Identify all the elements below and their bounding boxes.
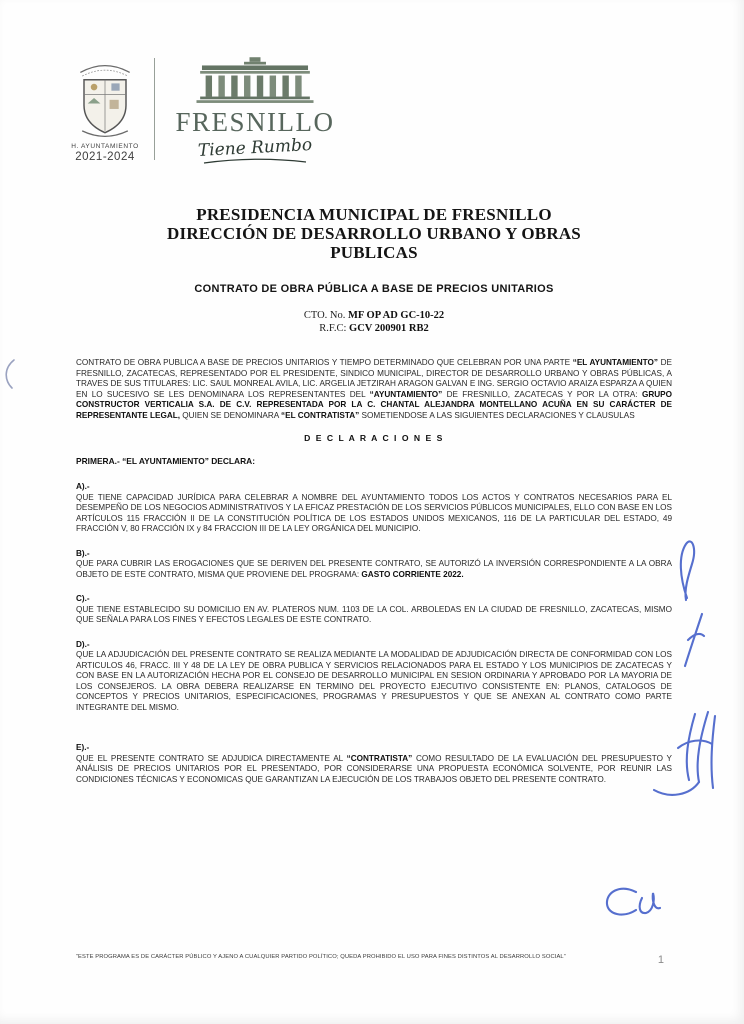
margin-bracket-icon (6, 360, 14, 388)
rfc-label: R.F.C: (319, 323, 350, 334)
section-paragraph-b: QUE PARA CUBRIR LAS EROGACIONES QUE SE DERIVEN DEL PRESENTE CONTRATO, SE AUTORIZÓ LA INVERSIÓN CORRESPONDIENTE A LA OBRA OBJETO DE ESTE CONTRATO, MISMA QUE PROVIENE DEL PROGRAMA: GASTO CORRIENTE 2022. (76, 559, 672, 579)
document-subtitle: CONTRATO DE OBRA PÚBLICA A BASE DE PRECIOS UNITARIOS (194, 283, 554, 295)
section-paragraph-a: QUE TIENE CAPACIDAD JURÍDICA PARA CELEBRAR A NOMBRE DEL AYUNTAMIENTO TODOS LOS ACTOS Y CONTRATOS NECESARIOS PARA EL DESEMPEÑO DE LOS NEGOCIOS ADMINISTRATIVOS Y LA EFICAZ PRESTACIÓN DE LOS SERVICIOS PÚBLICOS MUNICIPALES, ELLO CON BASE EN LOS ARTÍCULOS 115 FRACCIÓN II DE LA CONSTITUCIÓN POLÍTICA DE LOS ESTADOS UNIDOS MEXICANOS, 116 DE LA PARTICULAR DEL ESTADO, 49 FRACCIÓN V, 80 FRACCIÓN IX y 84 FRACCION III DE LA LEY ORGÁNICA DEL MUNICIPIO. (76, 492, 672, 533)
header (60, 56, 343, 166)
brand-wordmark: FRESNILLO (175, 107, 335, 137)
crest-caption: H. AYUNTAMIENTO (71, 143, 139, 150)
footnote: “ESTE PROGRAMA ES DE CARÁCTER PÚBLICO Y AJENO A CUALQUIER PARTIDO POLÍTICO; QUEDA PROHIBIDO EL USO PARA FINES DISTINTOS AL DESARROLLO SOCIAL” (76, 954, 566, 960)
contract-number-value: MF OP AD GC-10-22 (348, 310, 445, 321)
brand-block (167, 56, 343, 166)
section-paragraph-c: QUE TIENE ESTABLECIDO SU DOMICILIO EN AV. PLATEROS NUM. 1103 DE LA COL. ARBOLEDAS EN LA CIUDAD DE FRESNILLO, ZACATECAS, MISMO QUE SEÑALA PARA LOS FINES Y EFECTOS LEGALES DE ESTE CONTRATO. (76, 604, 672, 624)
contract-number-line (76, 309, 672, 322)
ink-mark-flourish-icon (678, 741, 712, 748)
ink-mark-slash-cross-icon (688, 634, 704, 640)
section-label-d: D).- (76, 639, 90, 649)
section-paragraph-d: QUE LA ADJUDICACIÓN DEL PRESENTE CONTRATO SE REALIZA MEDIANTE LA MODALIDAD DE ADJUDICACIÓN DIRECTA DE CONFORMIDAD CON LOS ARTICULOS 46, FRACC. III Y 48 DE LA LEY DE OBRA PUBLICA Y SERVICIOS RELACIONADOS PARA EL ESTADO Y LOS MUNICIPIOS DE ZACATECAS Y CON BASE EN LA AUTORIZACIÓN HECHA POR EL CONSEJO DE DESARROLLO MUNICIPAL EN SESION ORDINARIA Y APROBADO POR LA MAYORIA DE LOS CONSEJEROS. LA OBRA DEBERA REALIZARSE EN TERMINO DEL PROYECTO EJECUTIVO CONSISTENTE EN: PLANOS, CATALOGOS DE CONCEPTOS Y PRECIOS UNITARIOS, ESPECIFICACIONES, PROGRAMAS Y PRESUPUESTOS Y QUE SE ANEXAN AL CONTRATO COMO PARTE INTEGRANTE DEL MISMO. (76, 650, 672, 712)
ink-mark-flourish-icon (698, 712, 708, 782)
declaration-section-d (76, 640, 672, 714)
ink-mark-initials-icon (607, 889, 636, 915)
monument-columns-icon (191, 56, 319, 106)
ink-mark-initials-icon (640, 893, 660, 913)
declaration-section-e (76, 743, 672, 785)
rfc-value: GCV 200901 RB2 (349, 323, 429, 334)
declaraciones-heading: D E C L A R A C I O N E S (304, 433, 444, 443)
document-body (76, 358, 672, 799)
section-label-c: C).- (76, 594, 90, 603)
ink-mark-slash-icon (685, 614, 702, 666)
title-line-3: PUBLICAS (330, 243, 418, 262)
rfc-line (76, 322, 672, 335)
title-line-1: PRESIDENCIA MUNICIPAL DE FRESNILLO (196, 205, 552, 224)
page-number: 1 (657, 954, 664, 966)
crest-term-years: 2021-2024 (75, 151, 135, 163)
section-label-b: B).- (76, 548, 90, 558)
declaration-section-a (76, 482, 672, 535)
ink-mark-loop-icon (681, 541, 694, 600)
intro-paragraph: CONTRATO DE OBRA PUBLICA A BASE DE PRECIOS UNITARIOS Y TIEMPO DETERMINADO QUE CELEBRAN POR UNA PARTE “EL AYUNTAMIENTO” DE FRESNILLO, ZACATECAS, REPRESENTADO POR EL PRESIDENTE, SINDICO MUNICIPAL, DIRECTOR DE DESARROLLO URBANO Y OBRAS PÚBLICAS, A TRAVES DE SUS TITULARES: LIC. SAUL MONREAL AVILA, LIC. ARGELIA JETZIRAH ARAGON GALVAN E ING. SERGIO OCTAVIO ARAIZA ESPARZA A QUIEN EN LO SUCESIVO SE LES DENOMINARA LOS REPRESENTANTES DEL “AYUNTAMIENTO” DE FRESNILLO, ZACATECAS Y POR LA OTRA: GRUPO CONSTRUCTOR VERTICALIA S.A. DE C.V. REPRESENTADA POR LA C. CHANTAL ALEJANDRA MONTELLANO ACUÑA EN SU CARÁCTER DE REPRESENTANTE LEGAL, QUIEN SE DENOMINARA “EL CONTRATISTA” SOMETIENDOSE A LAS SIGUIENTES DECLARACIONES Y CLAUSULAS (76, 358, 673, 420)
ink-mark-flourish-icon (712, 716, 715, 788)
municipal-crest-icon (73, 56, 137, 140)
header-divider (154, 58, 155, 160)
section-paragraph-e: QUE EL PRESENTE CONTRATO SE ADJUDICA DIRECTAMENTE AL “CONTRATISTA” COMO RESULTADO DE LA EVALUACIÓN DEL PRESUPUESTO Y ANÁLISIS DE PRECIOS UNITARIOS POR EL PRESENTADO, POR CONSIDERARSE UNA PROPUESTA ECONÓMICA SOLVENTE, POR REUNIR LAS CONDICIONES TÉCNICAS Y ECONOMICAS QUE GARANTIZAN LA EJECUCIÓN DE LOS TRABAJOS OBJETO DEL PRESENTE CONTRATO. (76, 753, 672, 784)
contract-number-label: CTO. No. (303, 310, 348, 321)
declaration-section-b (76, 549, 672, 581)
document-title (76, 205, 672, 262)
crest-block (60, 56, 150, 163)
declaration-section-c (76, 594, 672, 626)
section-label-a: A).- (76, 482, 90, 491)
ink-mark-flourish-icon (687, 714, 695, 780)
section-label-e: E).- (76, 743, 90, 752)
primera-heading: PRIMERA.- “EL AYUNTAMIENTO” DECLARA: (76, 455, 255, 466)
title-line-2: DIRECCIÓN DE DESARROLLO URBANO Y OBRAS (167, 224, 581, 243)
brand-tagline: Tiene Rumbo (197, 135, 313, 161)
contract-identifiers (76, 309, 672, 335)
